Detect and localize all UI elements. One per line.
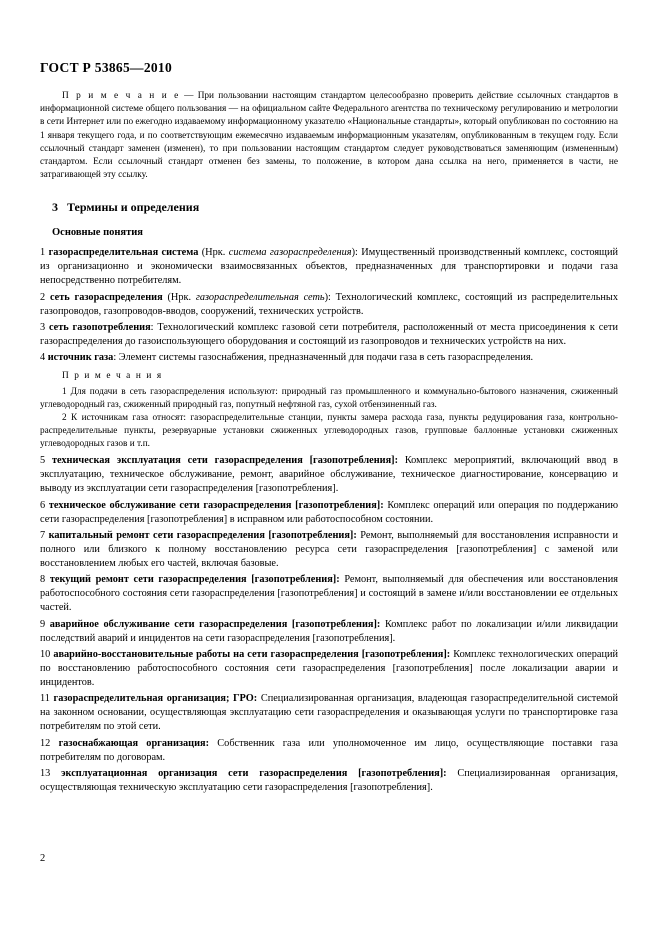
sub-note-item-2: 2 К источникам газа относят: газораспределительные станции, пункты замера расхода газа, пункты редуцирования газа, контрольно-распределительные пункты, резервуарные установки сжиженных углеводородных газов, групповые баллонные установки сжиженных углеводородных газов и т.п.: [40, 412, 618, 450]
term-definition: Ремонт, выполняемый для восстановления исправности и полного или близкого к полному восстановлению ресурса сети газораспределения [газопотребления] с заменой или восстановлением любых его частей, включая базовые.: [40, 530, 618, 569]
term-name: аварийно-восстановительные работы на сети газораспределения [газопотребления]:: [53, 649, 451, 661]
term-number: 6: [40, 499, 46, 511]
term-entry-5: [40, 454, 618, 496]
term-entry-13: [40, 767, 618, 795]
term-entry-11: [40, 692, 618, 734]
term-paren-prefix: (Нрк.: [162, 291, 196, 303]
term-number: 13: [40, 768, 51, 780]
term-entry-10: [40, 648, 618, 690]
term-paren-suffix: :: [150, 322, 158, 333]
term-number: 12: [40, 737, 51, 749]
term-name: капитальный ремонт сети газораспределения [газопотребления]:: [48, 530, 357, 542]
term-name: газораспределительная система: [48, 247, 199, 259]
term-definition: Комплекс технологических операций по восстановлению работоспособного состояния сети газораспределения [газопотребления] после локализации аварии и инцидентов.: [40, 649, 618, 688]
term-entry-9: [40, 618, 618, 646]
term-paren-suffix: ГРО:: [229, 693, 261, 705]
page-header: ГОСТ Р 53865—2010: [40, 60, 173, 75]
note-text: — При пользовании настоящим стандартом целесообразно проверить действие ссылочных стандартов в информационной системе общего пользования — на официальном сайте Федерального агентства по техническому регулированию и метрологии в сети Интернет или по ежегодно издаваемому информационному указателю «Национальные стандарты», который опубликован по состоянию на 1 января текущего года, и по соответствующим ежемесячно издаваемым информационным указателям, опубликованным в текущем году. Если ссылочный стандарт заменен (изменен), то при пользовании настоящим стандартом следует руководствоваться заменяющим (измененным) стандартом. Если ссылочный стандарт отменен без замены, то положение, в котором дана ссылка на него, применяется в части, не затрагивающей эту ссылку.: [40, 91, 618, 181]
term-name: источник газа: [47, 352, 114, 364]
term-paren-suffix: ):: [351, 247, 362, 259]
term-name: текущий ремонт сети газораспределения [газопотребления]:: [49, 574, 340, 586]
term-entry-1: [40, 246, 618, 288]
term-number: 3: [40, 322, 46, 333]
term-definition: Технологический комплекс, состоящий из распределительных газопроводов, газопроводов-вводов, сооружений, технических устройств.: [40, 291, 618, 317]
term-entry-2: [40, 291, 618, 319]
term-number: 2: [40, 291, 46, 303]
term-paren-suffix: ):: [324, 291, 336, 303]
term-entry-7: [40, 529, 618, 571]
term-name: техническая эксплуатация сети газораспределения [газопотребления]:: [51, 455, 399, 467]
term-entry-3: [40, 321, 618, 349]
term-entry-8: [40, 573, 618, 615]
term-name: эксплуатационная организация сети газораспределения [газопотребления]:: [61, 768, 447, 780]
term-name: техническое обслуживание сети газораспределения [газопотребления]:: [48, 499, 384, 511]
standard-note: [40, 90, 618, 182]
term-definition: Комплекс работ по локализации и/или ликвидации последствий аварий и инцидентов на сети газораспределения [газопотребления].: [40, 618, 618, 644]
term-definition: Ремонт, выполняемый для обеспечения или восстановления работоспособного состояния сети газораспределения [газопотребления] и состоящий в замене и/или восстановлении ее отдельных частей.: [40, 574, 619, 614]
section-heading: [52, 200, 618, 215]
section-number: 3: [52, 200, 58, 215]
term-definition: Специализированная организация, осуществляющая техническую эксплуатацию сети газораспределения [газопотребления].: [40, 768, 618, 794]
term-paren-suffix: [447, 768, 458, 779]
sub-notes-title: П р и м е ч а н и я: [62, 371, 163, 382]
term-number: 10: [40, 649, 51, 661]
term-name: газоснабжающая организация:: [58, 737, 210, 749]
term-definition: Технологический комплекс газовой сети потребителя, расположенный от места присоединения к сети газораспределения до газоиспользующего оборудования и состоящий из газопроводов и технических устройств на них.: [40, 322, 619, 347]
term-name: сеть газораспределения: [49, 291, 163, 303]
term-paren-prefix: (Нрк.: [198, 247, 229, 259]
term-entry-6: [40, 499, 618, 527]
term-paren-italic: система газораспределения: [228, 247, 352, 259]
term-definition: Комплекс операций или операция по поддержанию сети газораспределения [газопотребления] в исправном или работоспособном состоянии.: [40, 499, 619, 525]
section-title-text: Термины и определения: [67, 200, 200, 215]
term-paren-suffix: :: [113, 352, 119, 364]
term-number: 4: [40, 352, 46, 364]
page-content: [40, 90, 618, 798]
term-definition: Имущественный производственный комплекс, состоящий из организационно и экономически взаимосвязанных объектов, предназначенных для транспортировки и подачи газа непосредственно потребителям.: [40, 247, 619, 287]
term-number: 5: [40, 455, 46, 467]
term-entry-4: [40, 351, 618, 365]
term-number: 1: [40, 247, 46, 259]
term-number: 7: [40, 530, 46, 542]
term-name: сеть газопотребления: [48, 322, 151, 333]
sub-note-item-1: 1 Для подачи в сеть газораспределения используют: природный газ промышленного и коммунально-бытового назначения, сжиженный углеводородный газ, сжиженный природный газ, попутный нефтяной газ, сухой отбензиненный газ.: [40, 386, 618, 410]
term-number: 11: [40, 693, 50, 705]
term-definition: Элемент системы газоснабжения, предназначенный для подачи газа в сеть газораспределения.: [118, 352, 534, 364]
note-label: П р и м е ч а н и е: [62, 91, 180, 101]
term-number: 9: [40, 618, 46, 630]
term-definition: Комплекс мероприятий, включающий ввод в эксплуатацию, техническое обслуживание, ремонт, аварийное обслуживание, техническое диагностирование, консервацию и выводу из эксплуатации сети газораспределения [газопотребления].: [40, 455, 619, 495]
term-paren-suffix: [398, 455, 405, 466]
page-folio: 2: [40, 853, 46, 864]
term-definition: Собственник газа или уполномоченное им лицо, осуществляющие поставки газа потребителям по договорам.: [40, 737, 618, 763]
term-name: газораспределительная организация;: [53, 693, 230, 705]
term-number: 8: [40, 574, 46, 586]
term-definition: Специализированная организация, владеющая газораспределительной системой на законном основании, осуществляющая эксплуатацию сети газораспределения и оказывающая услуги по транспортировке газа потребителям по этой сети.: [40, 693, 618, 733]
term-entry-12: [40, 737, 618, 765]
subsection-heading: Основные понятия: [52, 227, 143, 239]
term-name: аварийное обслуживание сети газораспределения [газопотребления]:: [49, 618, 381, 630]
term-paren-italic: газораспределительная сеть: [195, 291, 325, 303]
sub-notes-block: [40, 370, 618, 451]
